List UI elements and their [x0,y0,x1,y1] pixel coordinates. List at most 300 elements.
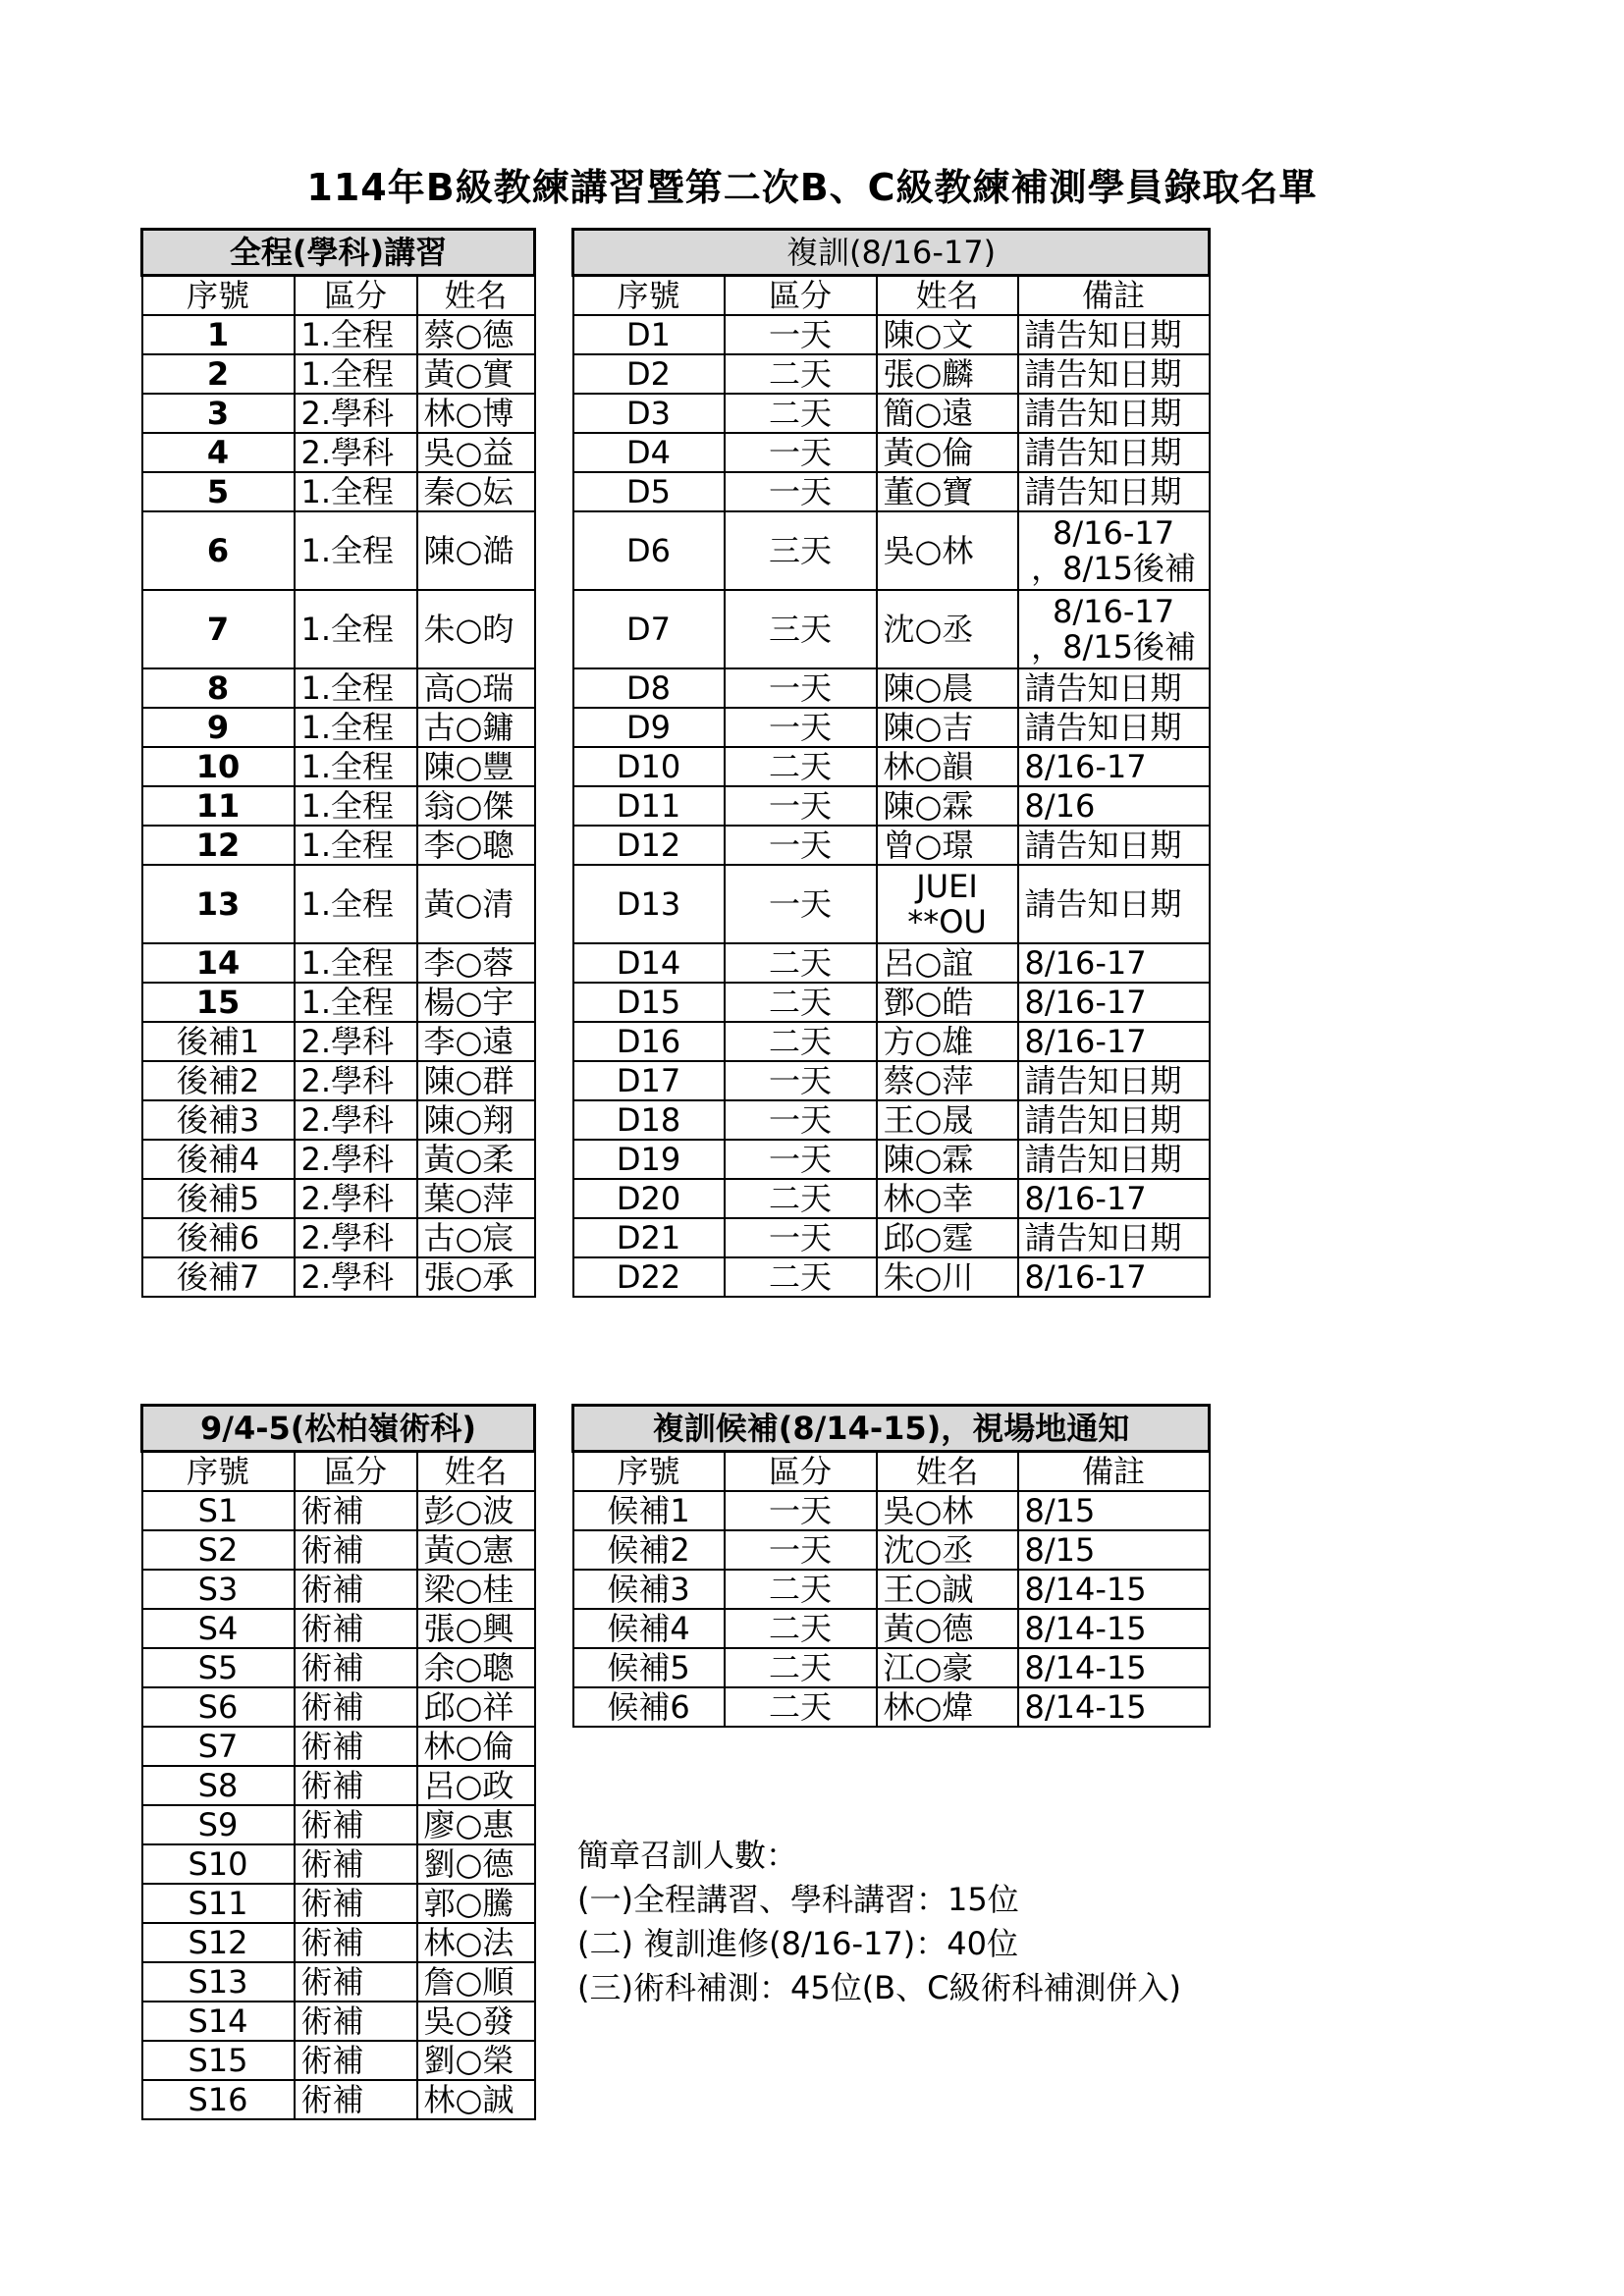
cell-name: 呂○政 [417,1766,535,1805]
table-row [573,708,1210,747]
table-row [573,394,1210,433]
cell-no: D6 [573,511,725,590]
table-row [573,1491,1210,1530]
cell-no: D10 [573,747,725,786]
cell-no: D4 [573,433,725,472]
cell-name: 李○聰 [417,826,535,865]
cell-no: 13 [142,865,295,943]
table-row [142,2041,535,2080]
table-row [573,1530,1210,1570]
cell-name: 張○興 [417,1609,535,1648]
cell-name: 黃○憲 [417,1530,535,1570]
cell-type: 二天 [725,394,877,433]
cell-no: 5 [142,472,295,511]
table-row [142,394,535,433]
table-row [142,1884,535,1923]
cell-no: D15 [573,983,725,1022]
cell-no: 12 [142,826,295,865]
cell-type: 2.學科 [295,1257,417,1297]
cell-name: 梁○桂 [417,1570,535,1609]
cell-name: JUEI **OU [877,865,1018,943]
table-row [142,511,535,590]
cell-note: 8/15 [1018,1491,1210,1530]
cell-name: 劉○德 [417,1844,535,1884]
cell-no: 候補3 [573,1570,725,1609]
full-course-header: 全程(學科)講習 [142,230,535,276]
cell-type: 一天 [725,433,877,472]
cell-no: D12 [573,826,725,865]
cell-name: 林○煒 [877,1687,1018,1727]
table-row [142,1491,535,1530]
cell-name: 陳○豐 [417,747,535,786]
table-row [142,1257,535,1297]
cell-type: 1.全程 [295,747,417,786]
table-row [142,1530,535,1570]
cell-type: 2.學科 [295,1022,417,1061]
cell-no: S9 [142,1805,295,1844]
cell-no: D20 [573,1179,725,1218]
cell-name: 郭○騰 [417,1884,535,1923]
table-row [142,2002,535,2041]
cell-name: 吳○林 [877,511,1018,590]
cell-note: 請告知日期 [1018,708,1210,747]
cell-no: S16 [142,2080,295,2119]
cell-note: 8/14-15 [1018,1687,1210,1727]
col-header-no: 序號 [573,276,725,316]
cell-type: 術補 [295,1805,417,1844]
cell-name: 鄧○皓 [877,983,1018,1022]
cell-type: 一天 [725,1100,877,1140]
cell-type: 二天 [725,1022,877,1061]
col-header-no: 序號 [573,1452,725,1492]
table-row [573,1609,1210,1648]
table-row [142,786,535,826]
cell-name: 楊○宇 [417,983,535,1022]
cell-name: 吳○林 [877,1491,1018,1530]
cell-name: 陳○文 [877,315,1018,354]
cell-type: 一天 [725,826,877,865]
cell-name: 林○博 [417,394,535,433]
cell-no: S12 [142,1923,295,1962]
cell-name: 陳○霖 [877,1140,1018,1179]
cell-no: 3 [142,394,295,433]
cell-type: 術補 [295,1687,417,1727]
col-header-type: 區分 [725,1452,877,1492]
cell-type: 術補 [295,1923,417,1962]
cell-note: 8/14-15 [1018,1609,1210,1648]
cell-type: 二天 [725,1257,877,1297]
cell-no: D3 [573,394,725,433]
cell-no: 4 [142,433,295,472]
summary-heading: 簡章召訓人數： [577,1837,798,1874]
col-header-type: 區分 [295,1452,417,1492]
cell-type: 術補 [295,1648,417,1687]
col-header-no: 序號 [142,276,295,316]
cell-no: S13 [142,1962,295,2002]
cell-name: 彭○波 [417,1491,535,1530]
table-row [573,1022,1210,1061]
col-header-name: 姓名 [417,276,535,316]
cell-note: 8/16 [1018,786,1210,826]
cell-type: 2.學科 [295,1061,417,1100]
cell-no: 候補6 [573,1687,725,1727]
cell-no: 後補7 [142,1257,295,1297]
cell-name: 呂○誼 [877,943,1018,983]
cell-name: 林○誠 [417,2080,535,2119]
col-header-note: 備註 [1018,276,1210,316]
cell-name: 林○法 [417,1923,535,1962]
table-row [142,1022,535,1061]
summary-line: (一)全程講習、學科講習：15位 [577,1881,1019,1918]
cell-type: 二天 [725,1570,877,1609]
table-row [573,590,1210,668]
cell-name: 沈○丞 [877,590,1018,668]
cell-no: D5 [573,472,725,511]
cell-note: 請告知日期 [1018,668,1210,708]
table-row [142,747,535,786]
table-row [573,786,1210,826]
cell-name: 朱○川 [877,1257,1018,1297]
cell-no: 後補6 [142,1218,295,1257]
cell-name: 方○雄 [877,1022,1018,1061]
cell-type: 2.學科 [295,1179,417,1218]
cell-no: S3 [142,1570,295,1609]
cell-no: 候補1 [573,1491,725,1530]
cell-no: 後補4 [142,1140,295,1179]
cell-type: 二天 [725,747,877,786]
cell-type: 1.全程 [295,354,417,394]
cell-type: 1.全程 [295,943,417,983]
cell-type: 一天 [725,708,877,747]
cell-note: 請告知日期 [1018,826,1210,865]
cell-note: 8/16-17 ，8/15後補 [1018,590,1210,668]
cell-name: 黃○德 [877,1609,1018,1648]
cell-type: 二天 [725,983,877,1022]
cell-no: D14 [573,943,725,983]
table-row [142,1140,535,1179]
cell-type: 術補 [295,1766,417,1805]
cell-type: 術補 [295,1530,417,1570]
table-row [142,315,535,354]
cell-no: 11 [142,786,295,826]
cell-type: 二天 [725,354,877,394]
cell-name: 葉○萍 [417,1179,535,1218]
cell-type: 1.全程 [295,983,417,1022]
table-row [142,1805,535,1844]
cell-no: D11 [573,786,725,826]
cell-no: S11 [142,1884,295,1923]
table-row [573,433,1210,472]
cell-no: 6 [142,511,295,590]
table-row [142,1100,535,1140]
cell-name: 江○豪 [877,1648,1018,1687]
summary-line: (二) 複訓進修(8/16-17)：40位 [577,1925,1018,1962]
cell-name: 張○承 [417,1257,535,1297]
table-row [142,1962,535,2002]
cell-name: 李○蓉 [417,943,535,983]
col-header-no: 序號 [142,1452,295,1492]
cell-no: D22 [573,1257,725,1297]
table-row [573,1687,1210,1727]
cell-no: 2 [142,354,295,394]
col-header-type: 區分 [725,276,877,316]
cell-no: 後補1 [142,1022,295,1061]
cell-type: 一天 [725,1061,877,1100]
table-row [142,1687,535,1727]
table-row [142,1609,535,1648]
cell-no: S15 [142,2041,295,2080]
cell-type: 2.學科 [295,394,417,433]
cell-name: 沈○丞 [877,1530,1018,1570]
cell-type: 術補 [295,2041,417,2080]
table-row [142,1179,535,1218]
cell-type: 一天 [725,865,877,943]
table-row [142,1648,535,1687]
cell-no: D7 [573,590,725,668]
cell-type: 一天 [725,1218,877,1257]
full-course-table [140,228,536,1298]
cell-type: 術補 [295,1570,417,1609]
cell-type: 1.全程 [295,511,417,590]
cell-note: 8/16-17 [1018,1179,1210,1218]
table-row [142,1766,535,1805]
table-row [142,1727,535,1766]
table-row [573,1061,1210,1100]
table-row [573,354,1210,394]
cell-name: 曾○璟 [877,826,1018,865]
cell-no: S8 [142,1766,295,1805]
cell-no: 7 [142,590,295,668]
cell-type: 1.全程 [295,708,417,747]
cell-type: 1.全程 [295,826,417,865]
cell-no: D18 [573,1100,725,1140]
cell-no: 候補2 [573,1530,725,1570]
cell-no: S1 [142,1491,295,1530]
cell-no: 後補3 [142,1100,295,1140]
cell-type: 二天 [725,1648,877,1687]
cell-no: 9 [142,708,295,747]
cell-type: 一天 [725,668,877,708]
cell-name: 吳○益 [417,433,535,472]
cell-type: 2.學科 [295,433,417,472]
table-row [142,1218,535,1257]
cell-note: 請告知日期 [1018,1100,1210,1140]
cell-no: S10 [142,1844,295,1884]
cell-type: 一天 [725,1491,877,1530]
cell-name: 李○遠 [417,1022,535,1061]
cell-no: 1 [142,315,295,354]
cell-name: 陳○群 [417,1061,535,1100]
cell-note: 請告知日期 [1018,1218,1210,1257]
practical-header: 9/4-5(松柏嶺術科) [142,1406,535,1452]
cell-no: S2 [142,1530,295,1570]
cell-type: 二天 [725,1609,877,1648]
cell-note: 8/16-17 [1018,1257,1210,1297]
cell-type: 2.學科 [295,1218,417,1257]
cell-name: 蔡○德 [417,315,535,354]
table-row [142,2080,535,2119]
table-row [573,472,1210,511]
cell-name: 黃○柔 [417,1140,535,1179]
cell-name: 廖○惠 [417,1805,535,1844]
cell-type: 1.全程 [295,472,417,511]
retraining-header: 複訓(8/16-17) [573,230,1210,276]
cell-note: 8/14-15 [1018,1570,1210,1609]
cell-name: 詹○順 [417,1962,535,2002]
retraining-alternates-header: 複訓候補(8/14-15)，視場地通知 [573,1406,1210,1452]
table-row [573,315,1210,354]
col-header-name: 姓名 [877,1452,1018,1492]
cell-name: 王○誠 [877,1570,1018,1609]
cell-name: 陳○吉 [877,708,1018,747]
cell-no: 14 [142,943,295,983]
cell-no: S6 [142,1687,295,1727]
cell-no: D2 [573,354,725,394]
cell-note: 請告知日期 [1018,472,1210,511]
cell-type: 術補 [295,2002,417,2041]
table-row [573,1570,1210,1609]
cell-type: 1.全程 [295,590,417,668]
table-row [573,943,1210,983]
col-header-name: 姓名 [877,276,1018,316]
cell-name: 高○瑞 [417,668,535,708]
cell-type: 術補 [295,1844,417,1884]
table-row [142,1061,535,1100]
enrollment-summary [577,1834,1181,2010]
cell-note: 請告知日期 [1018,394,1210,433]
cell-no: S14 [142,2002,295,2041]
cell-name: 余○聰 [417,1648,535,1687]
cell-no: D21 [573,1218,725,1257]
table-row [142,1844,535,1884]
cell-no: 候補5 [573,1648,725,1687]
cell-type: 一天 [725,1530,877,1570]
cell-no: 8 [142,668,295,708]
cell-no: 10 [142,747,295,786]
table-row [573,1648,1210,1687]
cell-no: 候補4 [573,1609,725,1648]
table-row [142,826,535,865]
cell-no: S5 [142,1648,295,1687]
cell-name: 陳○澔 [417,511,535,590]
cell-name: 陳○晨 [877,668,1018,708]
cell-no: S4 [142,1609,295,1648]
cell-type: 二天 [725,943,877,983]
cell-type: 術補 [295,2080,417,2119]
table-row [573,747,1210,786]
cell-name: 劉○榮 [417,2041,535,2080]
cell-note: 請告知日期 [1018,1061,1210,1100]
cell-name: 黃○清 [417,865,535,943]
cell-note: 請告知日期 [1018,354,1210,394]
table-row [142,1923,535,1962]
table-row [142,433,535,472]
cell-name: 秦○妘 [417,472,535,511]
table-row [142,590,535,668]
cell-type: 一天 [725,472,877,511]
cell-type: 1.全程 [295,786,417,826]
table-row [142,354,535,394]
cell-type: 術補 [295,1962,417,2002]
cell-name: 林○倫 [417,1727,535,1766]
cell-name: 董○寶 [877,472,1018,511]
table-row [573,511,1210,590]
cell-no: D17 [573,1061,725,1100]
cell-no: D19 [573,1140,725,1179]
cell-name: 邱○祥 [417,1687,535,1727]
cell-no: D1 [573,315,725,354]
cell-name: 邱○霆 [877,1218,1018,1257]
retraining-table [571,228,1211,1298]
cell-name: 陳○翔 [417,1100,535,1140]
practical-table [140,1404,536,2120]
table-row [573,1100,1210,1140]
cell-name: 黃○倫 [877,433,1018,472]
cell-no: D9 [573,708,725,747]
cell-type: 2.學科 [295,1140,417,1179]
cell-name: 林○幸 [877,1179,1018,1218]
table-row [142,983,535,1022]
cell-name: 黃○實 [417,354,535,394]
table-row [573,826,1210,865]
cell-type: 三天 [725,511,877,590]
cell-type: 三天 [725,590,877,668]
cell-note: 8/16-17 [1018,983,1210,1022]
cell-name: 朱○昀 [417,590,535,668]
table-row [142,708,535,747]
cell-note: 8/16-17 [1018,943,1210,983]
cell-type: 術補 [295,1727,417,1766]
cell-type: 二天 [725,1687,877,1727]
cell-type: 一天 [725,786,877,826]
cell-no: 後補2 [142,1061,295,1100]
cell-no: D13 [573,865,725,943]
table-row [573,1257,1210,1297]
table-row [142,472,535,511]
document-title: 114年B級教練講習暨第二次B、C級教練補測學員錄取名單 [306,166,1318,209]
cell-note: 8/15 [1018,1530,1210,1570]
col-header-name: 姓名 [417,1452,535,1492]
cell-name: 張○麟 [877,354,1018,394]
cell-name: 古○鏞 [417,708,535,747]
cell-name: 翁○傑 [417,786,535,826]
cell-note: 8/16-17 ，8/15後補 [1018,511,1210,590]
cell-note: 請告知日期 [1018,433,1210,472]
cell-no: 15 [142,983,295,1022]
col-header-type: 區分 [295,276,417,316]
retraining-alternates-table [571,1404,1211,1728]
cell-name: 蔡○萍 [877,1061,1018,1100]
cell-note: 8/14-15 [1018,1648,1210,1687]
cell-type: 術補 [295,1491,417,1530]
cell-name: 古○宸 [417,1218,535,1257]
cell-type: 二天 [725,1179,877,1218]
cell-note: 請告知日期 [1018,315,1210,354]
table-row [573,1140,1210,1179]
cell-name: 簡○遠 [877,394,1018,433]
cell-name: 吳○發 [417,2002,535,2041]
cell-type: 一天 [725,315,877,354]
table-row [142,943,535,983]
table-row [142,1570,535,1609]
table-row [573,983,1210,1022]
table-row [142,865,535,943]
cell-type: 1.全程 [295,315,417,354]
cell-type: 一天 [725,1140,877,1179]
table-row [573,668,1210,708]
col-header-note: 備註 [1018,1452,1210,1492]
cell-type: 2.學科 [295,1100,417,1140]
